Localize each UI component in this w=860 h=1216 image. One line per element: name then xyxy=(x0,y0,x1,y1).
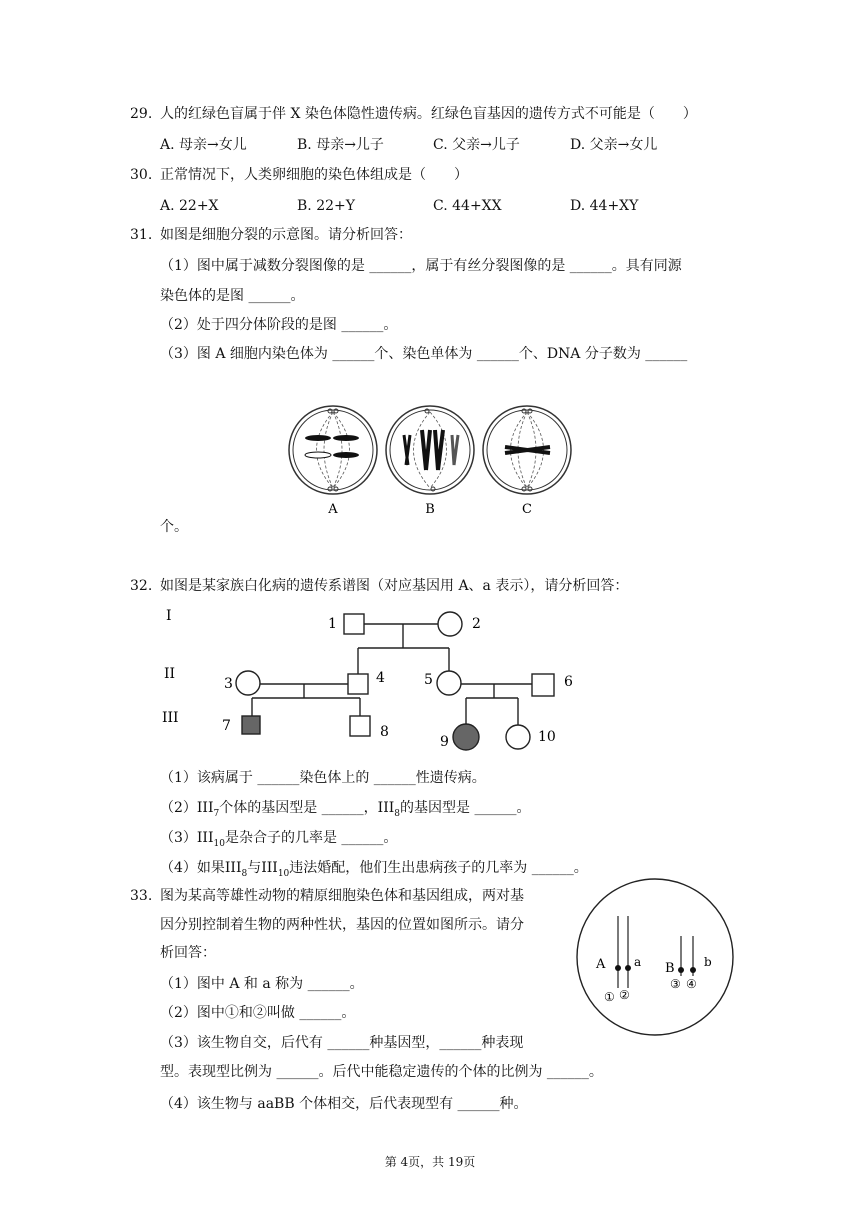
id-6: 6 xyxy=(564,674,573,690)
id-4: 4 xyxy=(376,670,385,686)
gene-a-dominant-label: A xyxy=(596,957,606,972)
individual-10-female xyxy=(506,725,530,749)
q31-stem: 如图是细胞分裂的示意图。请分析回答： xyxy=(160,227,412,243)
q31-part1-line2: 染色体的是图 ______。 xyxy=(160,288,305,304)
q31-part3-end: 个。 xyxy=(160,519,188,535)
q30-option-b: B. 22+Y xyxy=(297,198,355,214)
generation-i-label: I xyxy=(166,608,172,624)
cell-b-label: B xyxy=(425,502,435,517)
id-8: 8 xyxy=(380,724,389,740)
generation-ii-label: II xyxy=(164,666,176,682)
q32-part4: （4）如果$III_8$与$III_{10}$违法婚配，他们生出患病孩子的几率为 ______。 xyxy=(160,860,588,879)
pedigree-chart xyxy=(150,598,590,758)
q33-part3-line1: （3）该生物自交，后代有 ______种基因型，______种表现 xyxy=(160,1035,524,1051)
q30-stem: 正常情况下，人类卵细胞的染色体组成是（ ） xyxy=(160,167,468,183)
id-1: 1 xyxy=(328,616,337,632)
chromatid-4-label: ④ xyxy=(686,977,697,991)
q31-part2: （2）处于四分体阶段的是图 ______。 xyxy=(160,317,398,333)
individual-7-affected-male xyxy=(242,716,260,734)
cell-a xyxy=(289,406,377,494)
q30-option-d: D. 44+XY xyxy=(570,198,639,214)
id-9: 9 xyxy=(440,734,449,750)
q33-number: 33. xyxy=(130,888,153,904)
gene-b-recessive-label: b xyxy=(704,955,712,969)
q29-option-c: C. 父亲→儿子 xyxy=(433,137,520,153)
q29-option-b: B. 母亲→儿子 xyxy=(297,137,384,153)
individual-9-affected-female xyxy=(453,724,479,750)
q32-part3: $(3)III_{10}$是杂合子的几率是 ______。 xyxy=(160,830,398,849)
generation-iii-label: III xyxy=(162,710,179,726)
cell-c-label: C xyxy=(522,502,532,517)
q33-stem-line3: 析回答： xyxy=(160,945,216,961)
q29-stem: 人的红绿色盲属于伴 X 染色体隐性遗传病。红绿色盲基因的遗传方式不可能是（ ） xyxy=(160,106,697,122)
q33-part4: （4）该生物与 aaBB 个体相交，后代表现型有 ______种。 xyxy=(160,1096,528,1112)
individual-6-male xyxy=(532,674,554,696)
q32-part2: $(2)III_7$个体的基因型是 ______，$III_8$的基因型是 ______。 xyxy=(160,800,531,819)
gene-a-recessive-label: a xyxy=(634,955,642,969)
q33-stem-line1: 图为某高等雄性动物的精原细胞染色体和基因组成，两对基 xyxy=(160,888,524,904)
individual-4-male xyxy=(348,674,368,694)
q29-option-d: D. 父亲→女儿 xyxy=(570,137,658,153)
q33-part2: （2）图中①和②叫做 ______。 xyxy=(160,1005,356,1021)
cell-division-figure xyxy=(280,395,580,525)
q32-part1: （1）该病属于 ______染色体上的 ______性遗传病。 xyxy=(160,770,486,786)
gene-chromosome-figure xyxy=(574,876,736,1038)
q30-option-c: C. 44+XX xyxy=(433,198,502,214)
id-3: 3 xyxy=(224,676,233,692)
q33-part1: （1）图中 A 和 a 称为 ______。 xyxy=(160,976,364,992)
q33-part3-line2: 型。表现型比例为 ______。后代中能稳定遗传的个体的比例为 ______。 xyxy=(160,1064,603,1080)
q29-option-a: A. 母亲→女儿 xyxy=(160,137,247,153)
page-footer: 第 4页，共 19页 xyxy=(384,1155,476,1169)
q31-number: 31. xyxy=(130,227,153,243)
q30-number: 30. xyxy=(130,167,153,183)
cell-b xyxy=(386,406,474,494)
chromatid-2-label: ② xyxy=(619,988,630,1002)
q32-stem: 如图是某家族白化病的遗传系谱图（对应基因用 A、a 表示），请分析回答： xyxy=(160,578,629,594)
individual-3-female xyxy=(236,671,260,695)
q32-number: 32. xyxy=(130,578,153,594)
id-10: 10 xyxy=(538,729,556,745)
q29-number: 29. xyxy=(130,106,153,122)
q33-stem-line2: 因分别控制着生物的两种性状，基因的位置如图所示。请分 xyxy=(160,917,524,933)
q31-part3: （3）图 A 细胞内染色体为 ______个、染色单体为 ______个、DNA 分子数为 ______ xyxy=(160,346,688,362)
individual-8-male xyxy=(350,716,370,736)
id-2: 2 xyxy=(472,616,481,632)
q30-option-a: A. 22+X xyxy=(160,198,219,214)
id-5: 5 xyxy=(424,672,433,688)
chromatid-1-label: ① xyxy=(604,990,615,1004)
q31-part1-line1: （1）图中属于减数分裂图像的是 ______，属于有丝分裂图像的是 ______。具有同源 xyxy=(160,258,682,274)
gene-b-dominant-label: B xyxy=(665,961,675,976)
cell-a-label: A xyxy=(328,502,338,517)
individual-2-female xyxy=(438,612,462,636)
cell-c xyxy=(483,406,571,494)
individual-5-female xyxy=(437,671,461,695)
individual-1-male xyxy=(344,614,364,634)
chromatid-3-label: ③ xyxy=(670,977,681,991)
id-7: 7 xyxy=(222,718,231,734)
